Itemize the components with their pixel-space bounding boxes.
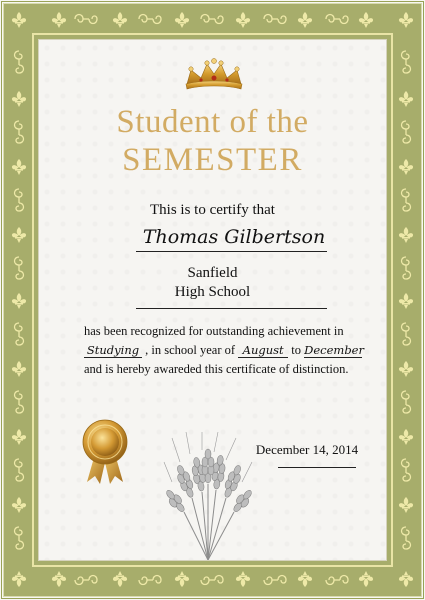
school-underline [136,308,327,309]
school-year-text: , in school year of [145,343,236,357]
crown-icon [183,58,245,94]
recipient-name: Thomas Gilbertson [142,226,326,248]
achievement-text-line-2 [84,343,362,358]
period-to-word: to [291,343,302,357]
period-to-field: December [304,343,364,357]
school-name-line-2: High School [174,284,251,300]
subject-field: Studying [84,343,142,358]
award-seal-icon [75,418,135,488]
title-line-2: SEMESTER [122,142,303,178]
period-from-field: August [238,343,288,358]
title-line-1: Student of the [116,104,309,140]
school-name-line-1: Sanfield [187,265,238,281]
achievement-text-line-1: has been recognized for outstanding achievement in [84,324,344,338]
certify-text: This is to certify that [150,202,275,218]
recipient-underline [136,251,327,252]
date-underline [278,467,356,468]
achievement-text-line-3: and is hereby awareded this certificate of distinction. [84,362,349,376]
wheat-sheaf-icon [162,432,254,560]
award-date: December 14, 2014 [255,442,359,457]
